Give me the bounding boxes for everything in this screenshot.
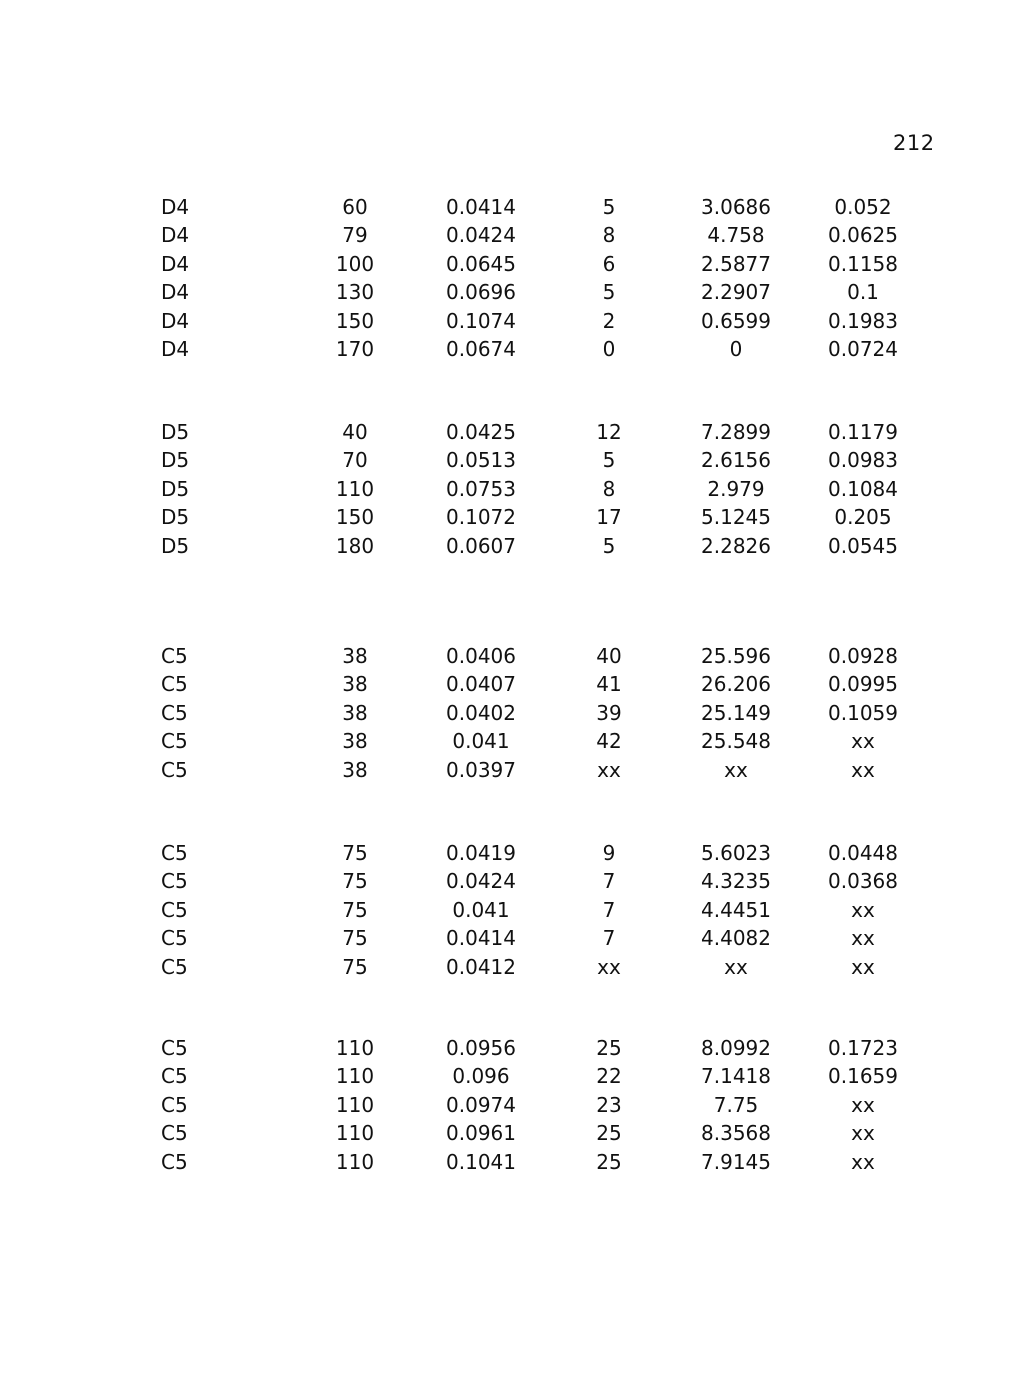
table-cell: 0.0368 — [828, 869, 898, 894]
table-cell: xx — [851, 757, 875, 782]
table-cell: 0.0424 — [446, 869, 516, 894]
table-cell: 0.041 — [452, 729, 510, 754]
table-row — [0, 867, 1014, 895]
table-cell: 5 — [602, 533, 616, 558]
table-row — [0, 1062, 1014, 1090]
table-cell: 38 — [342, 644, 368, 668]
table-cell: C5 — [161, 926, 188, 951]
table-cell: 75 — [342, 926, 368, 951]
table-cell: 110 — [335, 1036, 375, 1060]
row-group — [0, 193, 1014, 363]
table-cell: 150 — [335, 308, 375, 333]
table-cell: 8.0992 — [701, 1036, 771, 1060]
table-cell: 40 — [342, 420, 368, 444]
table-cell: C5 — [161, 672, 188, 697]
table-cell: 12 — [596, 420, 622, 444]
table-cell: D5 — [161, 448, 190, 473]
table-cell: 8.3568 — [701, 1121, 771, 1146]
table-cell: 7.2899 — [701, 420, 771, 444]
table-cell: 0.1158 — [828, 251, 898, 276]
table-cell: 0.1041 — [446, 1149, 516, 1174]
table-cell: 0.6599 — [701, 308, 771, 333]
table-cell: 110 — [335, 1121, 375, 1146]
table-cell: 23 — [596, 1092, 622, 1117]
table-cell: 38 — [342, 757, 368, 782]
table-cell: 2.2826 — [701, 533, 771, 558]
table-cell: 7.1418 — [701, 1064, 771, 1089]
table-cell: 0.1179 — [828, 420, 898, 444]
table-cell: 110 — [335, 1064, 375, 1089]
table-cell: 40 — [596, 644, 622, 668]
table-cell: 8 — [602, 476, 616, 501]
table-cell: xx — [851, 926, 875, 951]
table-cell: 0.0983 — [828, 448, 898, 473]
table-row — [0, 503, 1014, 531]
table-cell: 0.0928 — [828, 644, 898, 668]
table-cell: 0 — [729, 336, 743, 361]
table-cell: 7 — [602, 897, 616, 922]
table-cell: 150 — [335, 505, 375, 530]
table-cell: 8 — [602, 223, 616, 248]
table-cell: C5 — [161, 757, 188, 782]
table-cell: D5 — [161, 505, 190, 530]
table-row — [0, 756, 1014, 784]
table-cell: C5 — [161, 1092, 188, 1117]
table-cell: 75 — [342, 869, 368, 894]
table-cell: 7.9145 — [701, 1149, 771, 1174]
table-cell: 6 — [602, 251, 616, 276]
table-cell: 0.0724 — [828, 336, 898, 361]
table-cell: 7 — [602, 869, 616, 894]
table-cell: xx — [851, 954, 875, 979]
table-cell: 25.548 — [701, 729, 771, 754]
table-cell: D5 — [161, 533, 190, 558]
table-cell: 0.1723 — [828, 1036, 898, 1060]
table-cell: 0.096 — [452, 1064, 510, 1089]
table-cell: 0.0974 — [446, 1092, 516, 1117]
table-cell: 26.206 — [701, 672, 771, 697]
table-cell: D4 — [161, 336, 190, 361]
table-cell: 0.1 — [847, 280, 879, 305]
table-cell: 0.0414 — [446, 926, 516, 951]
table-cell: 2 — [602, 308, 616, 333]
table-cell: 0.1084 — [828, 476, 898, 501]
table-cell: C5 — [161, 841, 188, 865]
table-row — [0, 193, 1014, 221]
table-cell: xx — [851, 1121, 875, 1146]
table-row — [0, 335, 1014, 363]
table-cell: xx — [597, 757, 621, 782]
table-cell: 0.205 — [834, 505, 892, 530]
table-cell: 0.0448 — [828, 841, 898, 865]
table-row — [0, 446, 1014, 474]
table-cell: 2.5877 — [701, 251, 771, 276]
table-cell: 7.75 — [713, 1092, 759, 1117]
table-cell: C5 — [161, 644, 188, 668]
table-row — [0, 250, 1014, 278]
row-group — [0, 418, 1014, 560]
table-row — [0, 670, 1014, 698]
table-cell: 0.1983 — [828, 308, 898, 333]
table-cell: 4.4451 — [701, 897, 771, 922]
table-cell: 5.1245 — [701, 505, 771, 530]
table-cell: 0.1059 — [828, 700, 898, 725]
table-cell: 25 — [596, 1036, 622, 1060]
table-cell: 25.149 — [701, 700, 771, 725]
table-cell: 0.0513 — [446, 448, 516, 473]
table-cell: 41 — [596, 672, 622, 697]
row-group — [0, 839, 1014, 981]
table-cell: 7 — [602, 926, 616, 951]
table-row — [0, 924, 1014, 952]
table-cell: 42 — [596, 729, 622, 754]
table-cell: 0.0607 — [446, 533, 516, 558]
table-row — [0, 839, 1014, 867]
table-row — [0, 727, 1014, 755]
table-row — [0, 896, 1014, 924]
table-cell: 9 — [602, 841, 616, 865]
row-group — [0, 642, 1014, 784]
table-cell: 25 — [596, 1149, 622, 1174]
table-cell: 38 — [342, 729, 368, 754]
table-cell: 0.0696 — [446, 280, 516, 305]
table-cell: C5 — [161, 869, 188, 894]
table-row — [0, 307, 1014, 335]
table-row — [0, 278, 1014, 306]
table-cell: 70 — [342, 448, 368, 473]
table-cell: xx — [597, 954, 621, 979]
table-cell: 0.0961 — [446, 1121, 516, 1146]
table-cell: 2.2907 — [701, 280, 771, 305]
table-cell: 0.0674 — [446, 336, 516, 361]
table-cell: 0.0407 — [446, 672, 516, 697]
table-row — [0, 1034, 1014, 1062]
table-cell: 17 — [596, 505, 622, 530]
table-cell: 75 — [342, 954, 368, 979]
table-cell: C5 — [161, 897, 188, 922]
table-cell: C5 — [161, 1149, 188, 1174]
table-cell: D5 — [161, 420, 190, 444]
table-cell: 0.0995 — [828, 672, 898, 697]
table-cell: C5 — [161, 1121, 188, 1146]
table-cell: 0.0753 — [446, 476, 516, 501]
table-cell: xx — [724, 757, 748, 782]
table-cell: 0.0414 — [446, 195, 516, 219]
table-cell: D4 — [161, 223, 190, 248]
table-cell: D5 — [161, 476, 190, 501]
row-group — [0, 1034, 1014, 1176]
table-cell: 0.0956 — [446, 1036, 516, 1060]
table-cell: 0 — [602, 336, 616, 361]
table-cell: 0.0406 — [446, 644, 516, 668]
table-cell: 110 — [335, 476, 375, 501]
table-cell: 0.0397 — [446, 757, 516, 782]
table-cell: 130 — [335, 280, 375, 305]
table-cell: D4 — [161, 308, 190, 333]
table-cell: D4 — [161, 280, 190, 305]
table-cell: 25.596 — [701, 644, 771, 668]
table-cell: 2.6156 — [701, 448, 771, 473]
table-cell: 0.1072 — [446, 505, 516, 530]
table-cell: 5 — [602, 448, 616, 473]
table-row — [0, 1119, 1014, 1147]
table-cell: 180 — [335, 533, 375, 558]
table-cell: 110 — [335, 1149, 375, 1174]
table-cell: C5 — [161, 700, 188, 725]
table-cell: 75 — [342, 897, 368, 922]
table-cell: 38 — [342, 700, 368, 725]
page-number: 212 — [893, 131, 935, 155]
table-cell: 60 — [342, 195, 368, 219]
table-cell: 75 — [342, 841, 368, 865]
table-cell: 0.0625 — [828, 223, 898, 248]
table-cell: 0.0645 — [446, 251, 516, 276]
table-cell: xx — [851, 1149, 875, 1174]
table-cell: 0.0545 — [828, 533, 898, 558]
table-row — [0, 532, 1014, 560]
table-cell: 5.6023 — [701, 841, 771, 865]
table-cell: 0.0424 — [446, 223, 516, 248]
table-cell: 79 — [342, 223, 368, 248]
table-cell: xx — [851, 729, 875, 754]
table-row — [0, 418, 1014, 446]
table-row — [0, 699, 1014, 727]
table-row — [0, 642, 1014, 670]
table-cell: xx — [724, 954, 748, 979]
table-cell: 4.3235 — [701, 869, 771, 894]
table-row — [0, 953, 1014, 981]
table-cell: C5 — [161, 729, 188, 754]
table-cell: 0.0402 — [446, 700, 516, 725]
table-cell: 5 — [602, 195, 616, 219]
table-cell: 0.0425 — [446, 420, 516, 444]
table-cell: C5 — [161, 1036, 188, 1060]
table-cell: 22 — [596, 1064, 622, 1089]
table-cell: 0.052 — [834, 195, 892, 219]
table-cell: C5 — [161, 1064, 188, 1089]
table-cell: xx — [851, 897, 875, 922]
table-cell: xx — [851, 1092, 875, 1117]
table-cell: 0.0419 — [446, 841, 516, 865]
table-cell: 0.0412 — [446, 954, 516, 979]
table-cell: 0.1074 — [446, 308, 516, 333]
table-cell: 110 — [335, 1092, 375, 1117]
table-row — [0, 1091, 1014, 1119]
table-row — [0, 221, 1014, 249]
table-row — [0, 1148, 1014, 1176]
table-cell: 4.758 — [707, 223, 765, 248]
table-cell: 38 — [342, 672, 368, 697]
table-cell: 100 — [335, 251, 375, 276]
table-cell: 0.1659 — [828, 1064, 898, 1089]
table-row — [0, 475, 1014, 503]
table-cell: C5 — [161, 954, 188, 979]
table-cell: 39 — [596, 700, 622, 725]
table-cell: 3.0686 — [701, 195, 771, 219]
table-cell: 0.041 — [452, 897, 510, 922]
table-cell: 25 — [596, 1121, 622, 1146]
table-cell: D4 — [161, 251, 190, 276]
table-cell: 5 — [602, 280, 616, 305]
table-cell: 4.4082 — [701, 926, 771, 951]
table-cell: 2.979 — [707, 476, 765, 501]
table-cell: 170 — [335, 336, 375, 361]
table-cell: D4 — [161, 195, 190, 219]
